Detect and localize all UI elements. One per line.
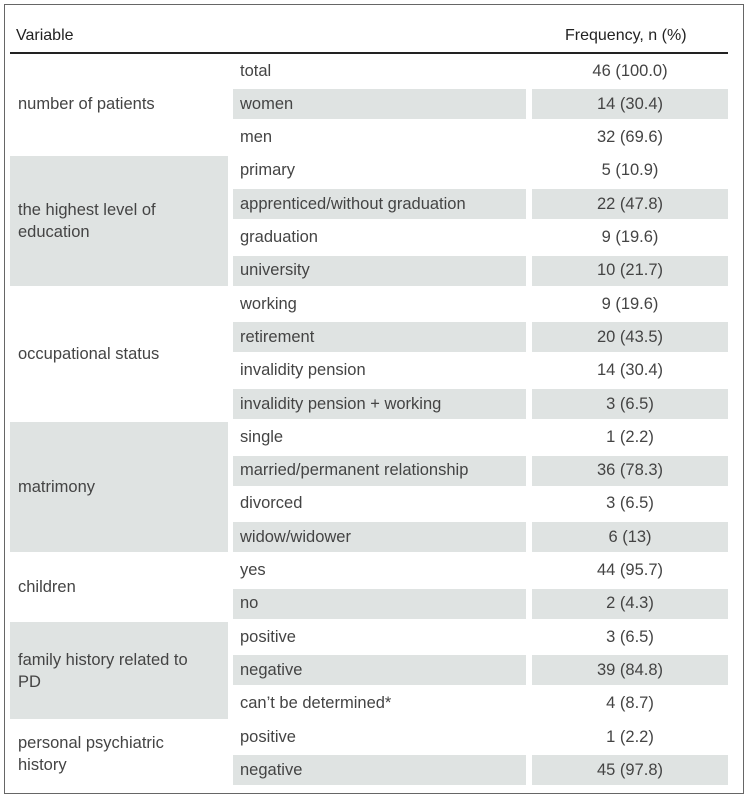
row-frequency: 20 (43.5) bbox=[532, 322, 728, 352]
row-subcategory: invalidity pension bbox=[240, 361, 366, 380]
row-subcategory: primary bbox=[240, 161, 296, 180]
row-subcategory: men bbox=[240, 128, 273, 147]
group-label-text: children bbox=[18, 578, 76, 597]
group-label bbox=[10, 156, 228, 286]
row-subcategory: negative bbox=[233, 755, 526, 785]
row-frequency: 3 (6.5) bbox=[606, 627, 654, 646]
group-label bbox=[10, 556, 228, 620]
row-subcategory: positive bbox=[240, 727, 296, 746]
group-label bbox=[10, 56, 228, 153]
row-frequency: 46 (100.0) bbox=[592, 61, 668, 80]
row-frequency: 32 (69.6) bbox=[596, 128, 664, 147]
row-frequency: 36 (78.3) bbox=[532, 456, 728, 486]
row-subcategory: university bbox=[233, 256, 526, 286]
row-frequency: 5 (10.9) bbox=[601, 161, 659, 180]
row-subcategory: negative bbox=[233, 655, 526, 685]
header-frequency: Frequency, n (%) bbox=[565, 27, 687, 44]
group-label-text: occupational status bbox=[18, 345, 160, 364]
group-label-text: personal psychiatric history bbox=[18, 733, 164, 774]
row-subcategory: married/permanent relationship bbox=[233, 456, 526, 486]
row-frequency: 22 (47.8) bbox=[532, 189, 728, 219]
group-label-text: family history related to PD bbox=[18, 650, 188, 691]
group-label bbox=[10, 289, 228, 419]
table-header bbox=[10, 22, 728, 54]
row-frequency: 10 (21.7) bbox=[532, 256, 728, 286]
row-frequency: 1 (2.2) bbox=[606, 427, 654, 446]
group-label-text: the highest level of education bbox=[18, 200, 156, 241]
row-subcategory: single bbox=[240, 427, 284, 446]
group-label bbox=[10, 622, 228, 719]
row-frequency: 14 (30.4) bbox=[596, 361, 664, 380]
group-label-text: number of patients bbox=[18, 95, 155, 114]
row-subcategory: invalidity pension + working bbox=[233, 389, 526, 419]
row-frequency: 39 (84.8) bbox=[532, 655, 728, 685]
row-frequency: 45 (97.8) bbox=[532, 755, 728, 785]
row-frequency: 1 (2.2) bbox=[606, 727, 654, 746]
row-subcategory: graduation bbox=[240, 228, 318, 246]
row-subcategory: women bbox=[233, 89, 526, 119]
row-subcategory: divorced bbox=[240, 494, 303, 513]
row-subcategory: total bbox=[240, 61, 272, 80]
row-frequency: 9 (19.6) bbox=[601, 294, 659, 313]
row-subcategory: can’t be determined* bbox=[240, 694, 392, 713]
row-subcategory: widow/widower bbox=[233, 522, 526, 552]
group-label-text: matrimony bbox=[18, 478, 96, 497]
row-frequency: 3 (6.5) bbox=[532, 389, 728, 419]
row-frequency: 2 (4.3) bbox=[532, 589, 728, 619]
header-variable: Variable bbox=[16, 27, 74, 44]
row-subcategory: working bbox=[240, 294, 297, 313]
row-frequency: 3 (6.5) bbox=[606, 494, 654, 513]
group-label bbox=[10, 722, 228, 786]
group-label bbox=[10, 422, 228, 552]
row-frequency: 44 (95.7) bbox=[596, 561, 664, 579]
row-frequency: 6 (13) bbox=[532, 522, 728, 552]
row-subcategory: positive bbox=[240, 627, 296, 646]
row-subcategory: no bbox=[233, 589, 526, 619]
row-frequency: 14 (30.4) bbox=[532, 89, 728, 119]
row-subcategory: apprenticed/without graduation bbox=[233, 189, 526, 219]
row-frequency: 9 (19.6) bbox=[601, 228, 659, 246]
row-frequency: 4 (8.7) bbox=[606, 694, 654, 713]
row-subcategory: retirement bbox=[233, 322, 526, 352]
row-subcategory: yes bbox=[240, 561, 266, 579]
